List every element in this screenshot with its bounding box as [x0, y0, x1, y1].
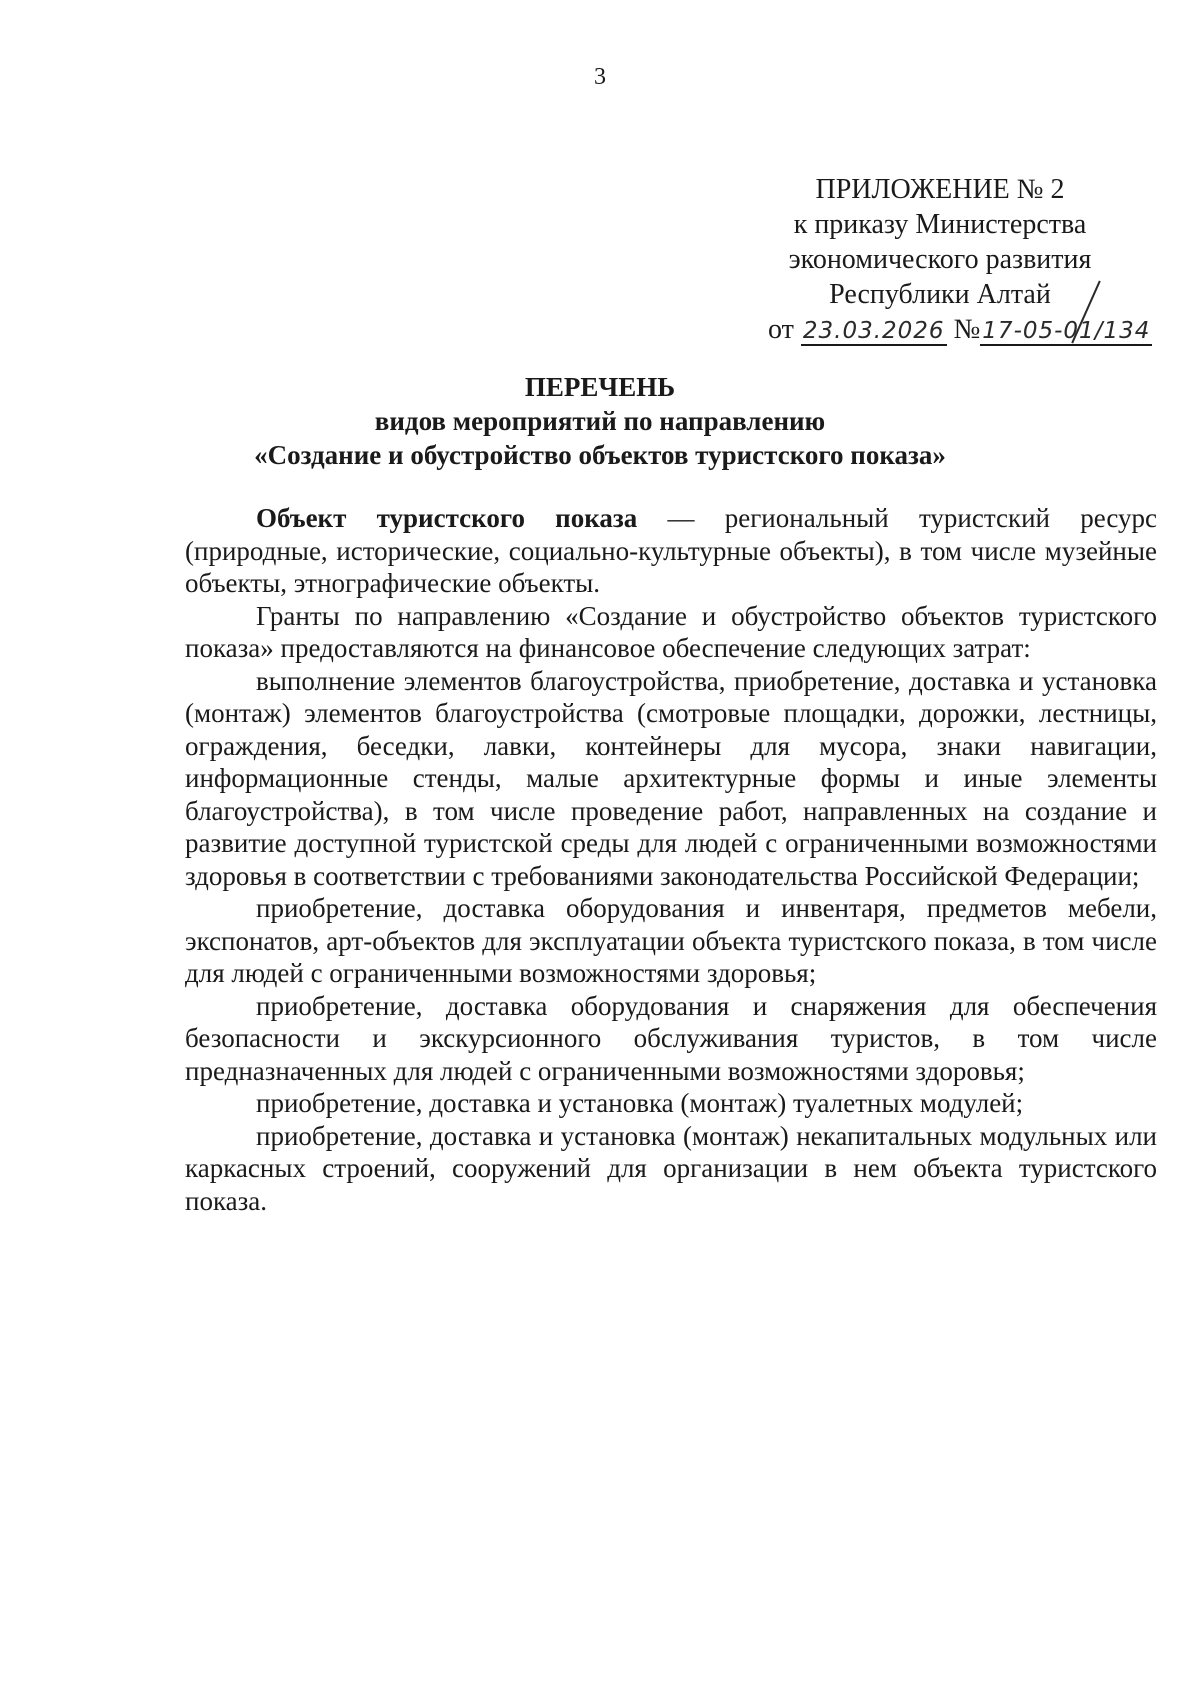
heading-subtitle: видов мероприятий по направлению [374, 406, 826, 436]
body-paragraph: Гранты по направлению «Создание и обустройство объектов туристского показа» предоставляются на финансовое обеспечение следующих затрат: [185, 600, 1157, 663]
definition-term: Объект туристского показа [256, 503, 638, 533]
body-paragraph: приобретение, доставка и установка (монтаж) туалетных модулей; [256, 1088, 1024, 1118]
body-paragraph: выполнение элементов благоустройства, приобретение, доставка и установка (монтаж) элементов благоустройства (смотровые площадки, дорожки, лестницы, ограждения, беседки, лавки, контейнеры для мусора, знаки навигации, информационные стенды, малые архитектурные формы и иные элементы благоустройства), в том числе проведение работ, направленных на создание и развитие доступной туристской среды для людей с ограниченными возможностями здоровья в соответствии с требованиями законодательства Российской Федерации; [185, 665, 1157, 891]
appendix-title: ПРИЛОЖЕНИЕ № 2 [815, 174, 1065, 205]
document-heading [0, 370, 1200, 472]
appendix-line-order: к приказу Министерства [793, 209, 1087, 240]
definition-text: — региональный туристский ресурс (природные, исторические, социально-культурные объекты), в том числе музейные объекты, этнографические объекты. [185, 503, 1157, 598]
handwritten-date: 23.03.2026 [802, 318, 945, 344]
heading-title: ПЕРЕЧЕНЬ [524, 372, 676, 402]
handwritten-number: 17-05-01/134 [982, 318, 1151, 344]
appendix-line-ministry: экономического развития [788, 244, 1092, 275]
order-date-number-line [760, 312, 1151, 349]
body-paragraph: приобретение, доставка оборудования и инвентаря, предметов мебели, экспонатов, арт-объектов для эксплуатации объекта туристского показа, в том числе для людей с ограниченными возможностями здоровья; [185, 893, 1157, 988]
document-body [185, 502, 1157, 1217]
definition-paragraph [185, 502, 1157, 600]
page-number: 3 [594, 64, 606, 90]
body-paragraph: приобретение, доставка оборудования и снаряжения для обеспечения безопасности и экскурсионного обслуживания туристов, в том числе предназначенных для людей с ограниченными возможностями здоровья; [185, 990, 1157, 1086]
body-paragraph: приобретение, доставка и установка (монтаж) некапитальных модульных или каркасных строений, сооружений для организации в нем объекта туристского показа. [185, 1120, 1157, 1216]
number-prefix: № [953, 314, 981, 345]
appendix-block [760, 172, 1151, 349]
appendix-line-republic: Республики Алтай [829, 279, 1051, 310]
date-prefix: от [768, 314, 794, 345]
heading-direction: «Создание и обустройство объектов туристского показа» [254, 440, 946, 470]
